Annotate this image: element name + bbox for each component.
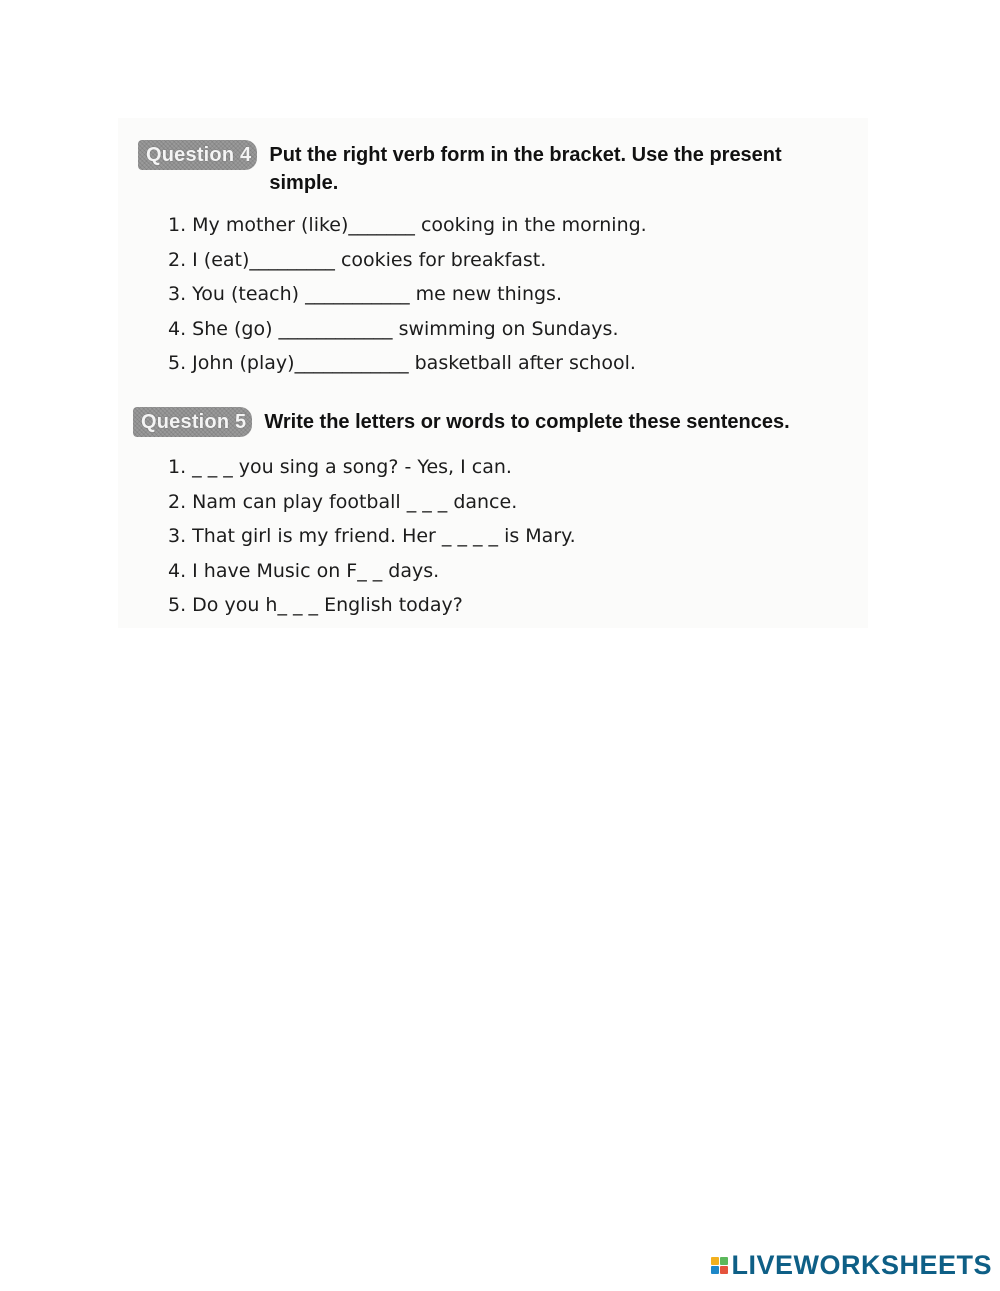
brand-name: LIVEWORKSHEETS (731, 1250, 992, 1280)
question-5-header (133, 407, 844, 437)
question-5-instruction: Write the letters or words to complete these sentences. (264, 411, 790, 433)
question-5-item: 1. _ _ _ you sing a song? - Yes, I can. (168, 456, 512, 478)
question-5-item: 2. Nam can play football _ _ _ dance. (168, 490, 518, 513)
liveworksheets-logo[interactable] (711, 1250, 992, 1281)
question-4-item: 3. You (teach) ___________ me new things. (168, 283, 562, 305)
question-4-item: 5. John (play)____________ basketball after school. (168, 352, 636, 374)
question-5-item: 3. That girl is my friend. Her _ _ _ _ is Mary. (168, 525, 576, 547)
liveworksheets-logo-icon (711, 1257, 728, 1274)
logo-square (720, 1257, 728, 1265)
question-4-list (168, 208, 647, 381)
question-5-item: 4. I have Music on F_ _ days. (168, 559, 440, 582)
question-4-item: 1. My mother (like)_______ cooking in the morning. (168, 214, 647, 236)
question-4-header (138, 140, 849, 197)
question-4-item: 2. I (eat)_________ cookies for breakfast. (168, 248, 547, 271)
question-4-badge: Question 4 (138, 140, 257, 170)
logo-square (711, 1257, 719, 1265)
question-5-item: 5. Do you h_ _ _ English today? (168, 594, 463, 616)
logo-square (711, 1266, 719, 1274)
question-5-badge: Question 5 (133, 407, 252, 437)
logo-square (720, 1266, 728, 1274)
question-4-instruction: Put the right verb form in the bracket. Use the present simple. (269, 144, 782, 194)
question-4-item: 4. She (go) ____________ swimming on Sundays. (168, 317, 619, 340)
question-5-list (168, 450, 576, 623)
